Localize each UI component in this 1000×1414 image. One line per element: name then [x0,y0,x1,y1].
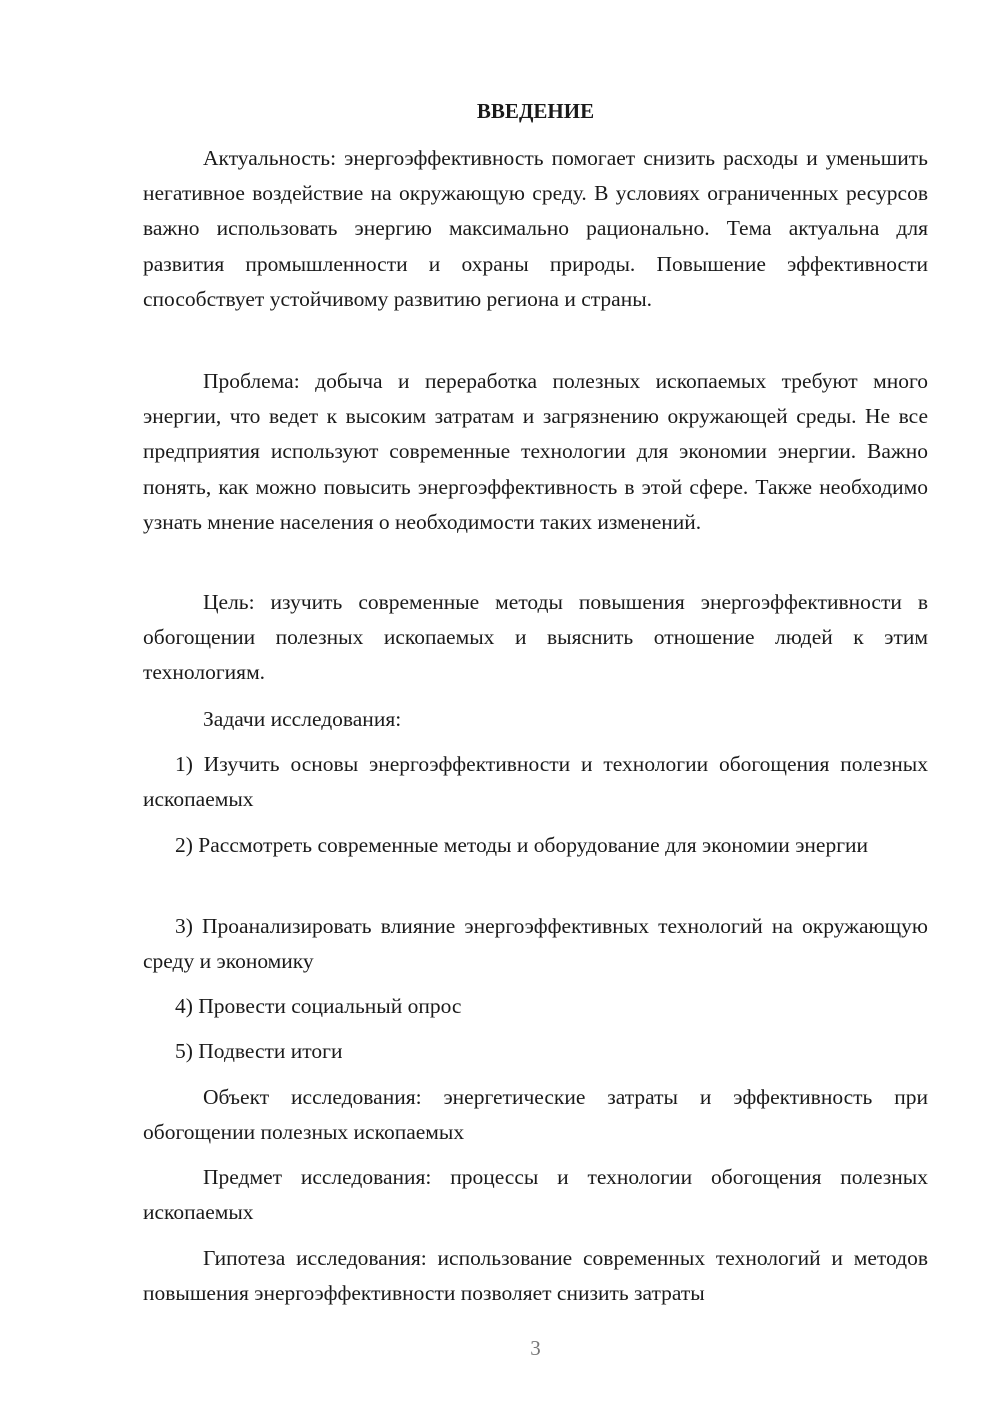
list-item-task-2: 2) Рассмотреть современные методы и оборудование для экономии энергии [175,833,869,857]
paragraph-problem: Проблема: добыча и переработка полезных ископаемых требуют много энергии, что ведет к высоким затратам и загрязнению окружающей среды. Не все предприятия используют современные технологии для экономии энергии. Важно понять, как можно повысить энергоэффективность в этой сфере. Также необходимо узнать мнение населения о необходимости таких изменений. [143,369,928,534]
paragraph-relevance: Актуальность: энергоэффективность помогает снизить расходы и уменьшить негативное воздействие на окружающую среду. В условиях ограниченных ресурсов важно использовать энергию максимально рационально. Тема актуальна для развития промышленности и охраны природы. Повышение эффективности способствует устойчивому развитию региона и страны. [143,146,928,311]
section-title: ВВЕДЕНИЕ [476,99,595,123]
paragraph-subject: Предмет исследования: процессы и технологии обогощения полезных ископаемых [143,1165,928,1225]
paragraph-hypothesis: Гипотеза исследования: использование современных технологий и методов повышения энергоэффективности позволяет снизить затраты [143,1246,928,1306]
list-item-task-4: 4) Провести социальный опрос [175,994,462,1018]
list-item-task-3: 3) Проанализировать влияние энергоэффективных технологий на окружающую среду и экономику [143,914,928,974]
list-item-task-1: 1) Изучить основы энергоэффективности и технологии обогощения полезных ископаемых [143,752,928,812]
paragraph-tasks-heading: Задачи исследования: [203,707,402,731]
list-item-task-5: 5) Подвести итоги [175,1039,343,1063]
paragraph-goal: Цель: изучить современные методы повышения энергоэффективности в обогощении полезных ископаемых и выяснить отношение людей к этим технологиям. [143,590,928,685]
document-page [143,0,928,1414]
page-number: 3 [530,1336,541,1360]
paragraph-object: Объект исследования: энергетические затраты и эффективность при обогощении полезных ископаемых [143,1085,928,1145]
